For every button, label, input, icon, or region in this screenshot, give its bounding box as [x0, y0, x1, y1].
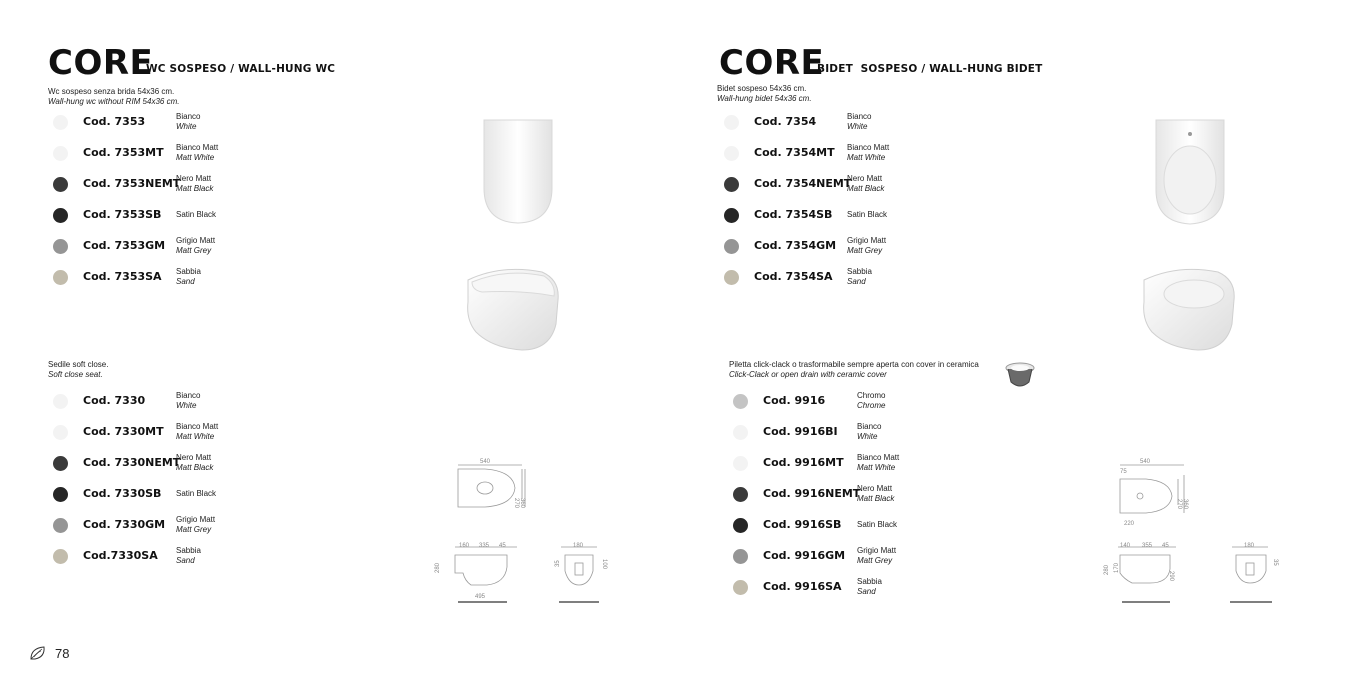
wc-dim-side-a: 160 — [459, 543, 470, 549]
drain-product-color-names — [857, 453, 899, 472]
bidet-product-color-it: Bianco — [847, 112, 872, 121]
leaf-logo-icon — [29, 645, 47, 661]
seat-product-color-it: Nero Matt — [176, 453, 212, 462]
page-number: 78 — [55, 646, 70, 661]
drain-product-code: Cod. 9916SB — [763, 518, 842, 531]
bidet-product-color-names — [847, 210, 887, 220]
seat-product-color-names — [176, 546, 201, 565]
seat-product-color-names — [176, 453, 213, 472]
wc-dim-front-h1: 35 — [555, 560, 561, 567]
bidet-product-code: Cod. 7354 — [754, 115, 817, 128]
wc-dim-side-b: 335 — [479, 543, 490, 549]
drain-product-code: Cod. 9916SA — [763, 580, 842, 593]
drain-product-color-it: Bianco — [857, 422, 882, 431]
drain-product-color-en: Chrome — [857, 400, 886, 410]
bidet-product-color-names — [847, 236, 886, 255]
left-brand-title: CORE — [48, 43, 154, 83]
bidet-product-color-en: Matt White — [847, 152, 886, 162]
bidet-product-code: Cod. 7354GM — [754, 239, 837, 252]
bidet-dim-top-a: 75 — [1120, 469, 1127, 475]
bidet-product-color-it: Nero Matt — [847, 174, 883, 183]
bidet-product-color-swatch — [724, 239, 739, 254]
seat-product-color-names — [176, 515, 215, 534]
wc-dim-side-c: 45 — [499, 543, 506, 549]
drain-product-color-swatch — [733, 580, 748, 595]
bidet-dim-front-h1: 35 — [1272, 559, 1278, 566]
wc-product-color-en: Matt Grey — [176, 245, 212, 255]
wc-product-code: Cod. 7353 — [83, 115, 146, 128]
seat-product-color-it: Bianco Matt — [176, 422, 219, 431]
wc-product-color-swatch — [53, 115, 68, 130]
bidet-dim-side-h2: 170 — [1114, 562, 1120, 573]
drain-product-color-it: Chromo — [857, 391, 886, 400]
bidet-product-color-swatch — [724, 115, 739, 130]
drain-product-color-en: Matt White — [857, 462, 896, 472]
drain-product-color-names — [857, 546, 896, 565]
drain-product-color-en: White — [857, 431, 878, 441]
drain-product-color-it: Sabbia — [857, 577, 882, 586]
right-brand-title: CORE — [719, 43, 825, 83]
seat-product-color-names — [176, 391, 200, 410]
wc-product-color-swatch — [53, 239, 68, 254]
drain-description — [729, 360, 979, 380]
wc-dim-front-w: 180 — [573, 543, 584, 549]
seat-product-color-en: Sand — [176, 555, 195, 565]
bidet-dim-side-b: 355 — [1142, 543, 1153, 549]
wc-top-view-image — [478, 116, 558, 226]
drain-product-code: Cod. 9916NEMT — [763, 487, 861, 500]
drain-product-color-names — [857, 577, 882, 596]
bidet-product-code: Cod. 7354SA — [754, 270, 833, 283]
bidet-top-view-image — [1152, 116, 1228, 228]
bidet-product-color-it: Grigio Matt — [847, 236, 887, 245]
seat-desc-it: Sedile soft close. — [48, 360, 109, 369]
left-description — [48, 87, 179, 107]
seat-description — [48, 360, 108, 380]
drain-product-code: Cod. 9916GM — [763, 549, 846, 562]
wc-product-color-names — [176, 174, 213, 193]
bidet-product-code: Cod. 7354MT — [754, 146, 835, 159]
drain-product-code: Cod. 9916 — [763, 394, 826, 407]
drain-product-color-swatch — [733, 518, 748, 533]
wc-product-color-names — [176, 267, 201, 286]
wc-product-color-swatch — [53, 177, 68, 192]
bidet-product-color-en: White — [847, 121, 868, 131]
wc-product-color-en: Matt White — [176, 152, 215, 162]
bidet-product-color-swatch — [724, 208, 739, 223]
drain-product-code: Cod. 9916MT — [763, 456, 844, 469]
drain-product-color-swatch — [733, 425, 748, 440]
wc-product-color-names — [176, 210, 216, 220]
seat-product-color-swatch — [53, 487, 68, 502]
wc-dim-top-h2: 360 — [519, 498, 525, 509]
wc-product-code: Cod. 7353MT — [83, 146, 164, 159]
wc-product-color-swatch — [53, 146, 68, 161]
seat-product-color-swatch — [53, 394, 68, 409]
drain-product-color-names — [857, 484, 894, 503]
seat-product-color-it: Satin Black — [176, 489, 217, 498]
bidet-dim-front-w: 180 — [1244, 543, 1255, 549]
drain-product-code: Cod. 9916BI — [763, 425, 838, 438]
wc-product-code: Cod. 7353SB — [83, 208, 162, 221]
wc-product-color-en: White — [176, 121, 197, 131]
seat-product-color-swatch — [53, 456, 68, 471]
drain-desc-en: Click-Clack or open drain with ceramic cover — [729, 370, 887, 379]
bidet-product-color-names — [847, 143, 889, 162]
seat-product-color-it: Sabbia — [176, 546, 201, 555]
bidet-product-color-swatch — [724, 177, 739, 192]
wc-product-color-it: Bianco Matt — [176, 143, 219, 152]
drain-product-color-en: Matt Black — [857, 493, 895, 503]
drain-product-color-it: Grigio Matt — [857, 546, 897, 555]
bidet-product-color-it: Bianco Matt — [847, 143, 890, 152]
seat-product-color-en: Matt Black — [176, 462, 214, 472]
bidet-dim-top-w: 540 — [1140, 459, 1151, 465]
bidet-technical-drawing — [1090, 455, 1290, 610]
right-subtitle: BIDET SOSPESO / WALL-HUNG BIDET — [817, 63, 1043, 75]
bidet-dim-top-h2: 360 — [1182, 499, 1188, 510]
wc-product-color-en: Sand — [176, 276, 195, 286]
wc-product-color-it: Sabbia — [176, 267, 201, 276]
wc-product-color-en: Matt Black — [176, 183, 214, 193]
seat-product-code: Cod.7330SA — [83, 549, 158, 562]
wc-product-color-swatch — [53, 270, 68, 285]
seat-product-color-swatch — [53, 549, 68, 564]
wc-product-code: Cod. 7353NEMT — [83, 177, 181, 190]
drain-product-color-en: Matt Grey — [857, 555, 893, 565]
wc-dim-front-h2: 100 — [601, 559, 607, 570]
drain-image — [1003, 360, 1037, 392]
bidet-product-color-names — [847, 112, 871, 131]
wc-perspective-image — [462, 262, 564, 354]
wc-product-color-swatch — [53, 208, 68, 223]
drain-product-color-it: Nero Matt — [857, 484, 893, 493]
right-desc-en: Wall-hung bidet 54x36 cm. — [717, 94, 812, 103]
drain-product-color-it: Bianco Matt — [857, 453, 900, 462]
seat-product-code: Cod. 7330MT — [83, 425, 164, 438]
wc-dim-side-w: 495 — [475, 594, 486, 600]
wc-product-code: Cod. 7353GM — [83, 239, 166, 252]
bidet-product-code: Cod. 7354NEMT — [754, 177, 852, 190]
seat-product-color-swatch — [53, 518, 68, 533]
seat-product-color-en: White — [176, 400, 197, 410]
wc-dim-side-h1: 280 — [435, 562, 441, 573]
seat-product-color-swatch — [53, 425, 68, 440]
bidet-product-color-names — [847, 267, 872, 286]
wc-product-color-names — [176, 143, 218, 162]
drain-product-color-names — [857, 422, 881, 441]
bidet-dim-side-h1: 280 — [1104, 564, 1110, 575]
drain-product-color-names — [857, 391, 885, 410]
seat-product-code: Cod. 7330NEMT — [83, 456, 181, 469]
drain-desc-it: Piletta click-clack o trasformabile sempre aperta con cover in ceramica — [729, 360, 979, 369]
bidet-product-color-en: Matt Grey — [847, 245, 883, 255]
wc-product-color-it: Nero Matt — [176, 174, 212, 183]
wc-product-color-names — [176, 112, 200, 131]
seat-desc-en: Soft close seat. — [48, 370, 103, 379]
drain-product-color-swatch — [733, 549, 748, 564]
drain-product-color-swatch — [733, 456, 748, 471]
drain-product-color-en: Sand — [857, 586, 876, 596]
bidet-dim-side-h4: 290 — [1168, 571, 1174, 582]
wc-product-color-it: Grigio Matt — [176, 236, 216, 245]
wc-dim-top-w: 540 — [480, 459, 491, 465]
bidet-dim-top-b: 220 — [1124, 521, 1135, 527]
right-description — [717, 84, 812, 104]
bidet-product-color-names — [847, 174, 884, 193]
bidet-product-color-en: Matt Black — [847, 183, 885, 193]
seat-product-color-it: Grigio Matt — [176, 515, 216, 524]
seat-product-code: Cod. 7330 — [83, 394, 146, 407]
wc-product-code: Cod. 7353SA — [83, 270, 162, 283]
bidet-product-color-swatch — [724, 270, 739, 285]
bidet-product-color-swatch — [724, 146, 739, 161]
wc-product-color-it: Satin Black — [176, 210, 217, 219]
wc-dim-top-h1: 270 — [513, 498, 519, 509]
bidet-product-color-en: Sand — [847, 276, 866, 286]
bidet-perspective-image — [1138, 262, 1240, 354]
left-desc-en: Wall-hung wc without RIM 54x36 cm. — [48, 97, 180, 106]
bidet-product-color-it: Sabbia — [847, 267, 872, 276]
drain-product-color-swatch — [733, 394, 748, 409]
seat-product-color-it: Bianco — [176, 391, 201, 400]
bidet-dim-side-c: 45 — [1162, 543, 1169, 549]
drain-product-color-swatch — [733, 487, 748, 502]
bidet-product-code: Cod. 7354SB — [754, 208, 833, 221]
seat-product-code: Cod. 7330GM — [83, 518, 166, 531]
bidet-dim-top-h1: 270 — [1176, 499, 1182, 510]
wc-product-color-it: Bianco — [176, 112, 201, 121]
seat-product-color-en: Matt White — [176, 431, 215, 441]
left-subtitle: WC SOSPESO / WALL-HUNG WC — [146, 63, 336, 75]
left-desc-it: Wc sospeso senza brida 54x36 cm. — [48, 87, 175, 96]
bidet-product-color-it: Satin Black — [847, 210, 888, 219]
bidet-dim-side-a: 140 — [1120, 543, 1131, 549]
wc-technical-drawing — [425, 455, 615, 610]
seat-product-color-en: Matt Grey — [176, 524, 212, 534]
right-desc-it: Bidet sospeso 54x36 cm. — [717, 84, 807, 93]
seat-product-color-names — [176, 422, 218, 441]
drain-product-color-names — [857, 520, 897, 530]
seat-product-code: Cod. 7330SB — [83, 487, 162, 500]
drain-product-color-it: Satin Black — [857, 520, 898, 529]
seat-product-color-names — [176, 489, 216, 499]
wc-product-color-names — [176, 236, 215, 255]
